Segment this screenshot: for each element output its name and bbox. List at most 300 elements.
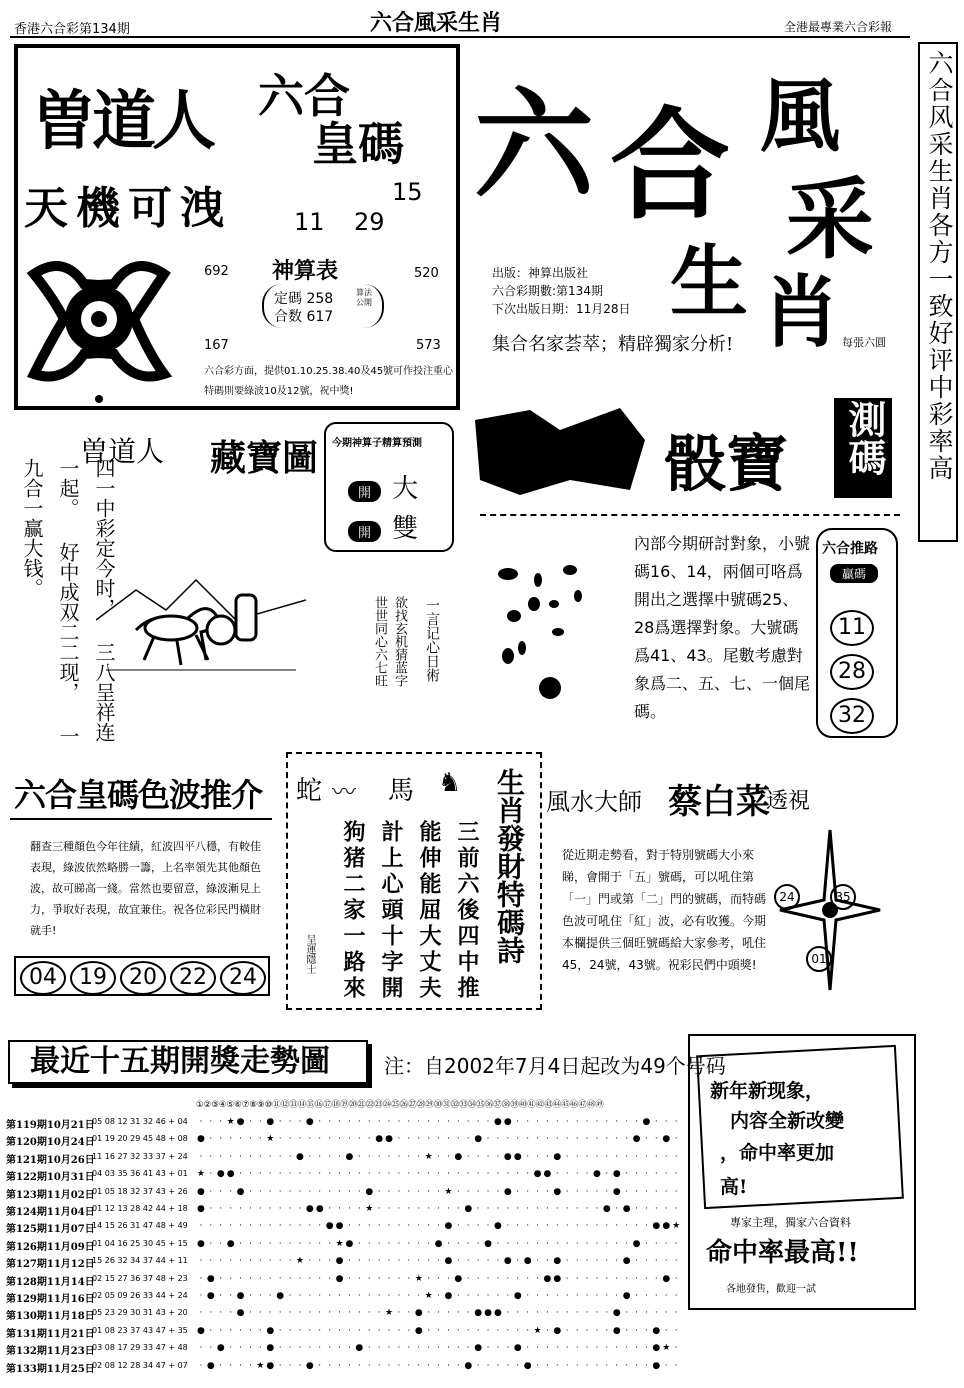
- trend-cell: ★: [266, 1134, 275, 1145]
- masthead-feng: 風: [760, 70, 840, 163]
- trend-cell: ·: [635, 1343, 638, 1354]
- trend-cell: ·: [249, 1256, 252, 1267]
- corner-573: 573: [416, 338, 441, 353]
- trend-cell: ·: [387, 1204, 391, 1214]
- trend-cell: ·: [516, 1325, 520, 1336]
- trend-cell: ●: [335, 1256, 344, 1267]
- trend-cell: ·: [546, 1256, 549, 1267]
- title-liuhe: 六合: [258, 69, 350, 123]
- trend-cell: ·: [229, 1221, 233, 1232]
- trend-cell: ·: [585, 1151, 589, 1162]
- trend-cell: ·: [536, 1343, 539, 1354]
- trend-cell: ·: [506, 1343, 510, 1354]
- trend-cell: ·: [645, 1256, 648, 1267]
- trend-cell: ·: [625, 1151, 629, 1162]
- trend-cell: ·: [575, 1343, 579, 1354]
- trend-cell: ·: [258, 1169, 262, 1180]
- trend-cell: ·: [268, 1256, 272, 1267]
- trend-cell: ·: [555, 1291, 559, 1301]
- trend-cell: ·: [367, 1256, 371, 1267]
- trend-cell: ·: [199, 1360, 203, 1371]
- trend-cell: ·: [664, 1308, 668, 1319]
- trend-cell: ·: [456, 1238, 460, 1249]
- poem-line-4: 一九合一赢大钱。: [20, 458, 80, 746]
- trend-cell: ·: [377, 1291, 381, 1301]
- trend-cell: ●: [553, 1186, 562, 1197]
- trend-cell: ·: [348, 1186, 351, 1197]
- trend-cell: ·: [575, 1169, 579, 1180]
- trend-cell: ·: [397, 1256, 401, 1267]
- trend-cell: ·: [367, 1134, 371, 1145]
- trend-cell: ★: [226, 1117, 235, 1127]
- trend-cell: ·: [645, 1169, 648, 1180]
- trend-cell: ●: [553, 1256, 562, 1267]
- trend-row-label: 第131期11月21日: [6, 1328, 95, 1340]
- trend-cell: ·: [249, 1151, 252, 1162]
- trend-cell: ·: [645, 1238, 648, 1249]
- trend-cell: ·: [625, 1238, 629, 1249]
- trend-cell: ·: [288, 1151, 292, 1162]
- trend-cell: ·: [605, 1169, 609, 1180]
- trend-cell: ●: [523, 1256, 532, 1267]
- trend-cell: ·: [546, 1186, 549, 1197]
- trend-cell: ·: [229, 1325, 233, 1336]
- trend-cell: ·: [546, 1308, 549, 1319]
- trend-cell: ·: [486, 1117, 490, 1127]
- trend-cell: ·: [268, 1169, 272, 1180]
- trend-cell: ·: [278, 1134, 282, 1145]
- title-huangma: 皇碼: [312, 117, 404, 171]
- trend-cell: ·: [654, 1134, 658, 1145]
- trend-cell: ●: [315, 1204, 324, 1214]
- masthead-price: 每張六圓: [842, 336, 886, 349]
- trend-cell: ·: [318, 1325, 322, 1336]
- trend-row: [6, 1114, 696, 1131]
- trend-cell: ·: [219, 1308, 223, 1319]
- trend-cell: ·: [625, 1325, 629, 1336]
- trend-cell: ·: [585, 1343, 589, 1354]
- sebo-title: 六合皇碼色波推介: [14, 776, 263, 814]
- trend-row-label: 第123期11月02日: [6, 1189, 95, 1201]
- trend-cell: ·: [565, 1273, 569, 1284]
- trend-cell: ·: [447, 1117, 450, 1127]
- trend-cell: ·: [536, 1273, 539, 1284]
- trend-row-nums: 01 04 16 25 30 45 + 15: [92, 1238, 188, 1248]
- tuilu-num-1: 11: [830, 610, 874, 646]
- trend-cell: ·: [664, 1204, 668, 1214]
- trend-cell: ·: [526, 1343, 530, 1354]
- trend-cell: ●: [494, 1308, 502, 1319]
- trend-cell: ·: [625, 1360, 629, 1371]
- trend-cell: ●: [602, 1204, 611, 1214]
- trend-cell: ·: [635, 1169, 638, 1180]
- sebo-num-1: 04: [20, 961, 66, 995]
- trend-note: 注：自2002年7月4日起改为49个号码: [384, 1054, 726, 1078]
- trend-cell: ·: [466, 1117, 470, 1127]
- trend-cell: ·: [377, 1256, 381, 1267]
- trend-cell: ●: [652, 1343, 661, 1354]
- trend-cell: ·: [496, 1134, 500, 1145]
- trend-row-label: 第120期10月24日: [6, 1137, 95, 1149]
- forecast-tag-1: 開: [348, 481, 381, 502]
- trend-cell: ·: [466, 1169, 470, 1180]
- trend-cell: ·: [466, 1343, 470, 1354]
- trend-cell: ·: [565, 1238, 569, 1249]
- trend-cell: ·: [288, 1204, 292, 1214]
- corner-167: 167: [204, 338, 229, 353]
- trend-cell: ·: [387, 1343, 391, 1354]
- trend-cell: ·: [506, 1221, 510, 1232]
- trend-cell: ·: [357, 1360, 361, 1371]
- ad-line-2: 内容全新改變: [730, 1110, 845, 1132]
- trend-cell: ·: [654, 1308, 658, 1319]
- trend-cell: ·: [407, 1308, 411, 1319]
- trend-cell: ·: [229, 1186, 233, 1197]
- trend-cell: ·: [308, 1151, 312, 1162]
- trend-cell: ·: [674, 1360, 678, 1371]
- trend-cell: ·: [615, 1221, 619, 1232]
- trend-cell: ●: [236, 1308, 245, 1319]
- trend-cell: ·: [565, 1256, 569, 1267]
- trend-cell: ·: [615, 1343, 619, 1354]
- trend-cell: ·: [437, 1117, 440, 1127]
- trend-cell: ·: [219, 1238, 223, 1249]
- trend-cell: ●: [355, 1343, 364, 1354]
- trend-cell: ·: [615, 1273, 619, 1284]
- trend-cell: ·: [456, 1291, 460, 1301]
- trend-cell: ●: [345, 1151, 354, 1162]
- trend-cell: ·: [645, 1151, 648, 1162]
- trend-cell: ·: [387, 1186, 391, 1197]
- trend-cell: ●: [543, 1169, 552, 1180]
- trend-cell: ●: [266, 1117, 275, 1127]
- trend-cell: ·: [209, 1325, 213, 1336]
- trend-cell: ●: [444, 1256, 453, 1267]
- trend-cell: ·: [496, 1169, 500, 1180]
- trend-cell: ●: [305, 1360, 314, 1371]
- trend-cell: ●: [593, 1169, 601, 1180]
- trend-cell: ·: [427, 1186, 431, 1197]
- trend-cell: ·: [674, 1117, 678, 1127]
- sebo-num-4: 22: [170, 961, 216, 995]
- sebo-rule: [10, 818, 272, 820]
- trend-cell: ·: [456, 1204, 460, 1214]
- trend-cell: ·: [516, 1256, 520, 1267]
- trend-cell: ·: [357, 1256, 361, 1267]
- poem-horse: 馬: [388, 776, 415, 806]
- trend-cell: ·: [258, 1256, 262, 1267]
- trend-cell: ·: [239, 1360, 242, 1371]
- trend-cell: ·: [328, 1308, 332, 1319]
- trend-cell: ·: [397, 1360, 401, 1371]
- trend-cell: ●: [226, 1238, 235, 1249]
- trend-cell: ·: [348, 1308, 351, 1319]
- trend-cell: ·: [565, 1308, 569, 1319]
- trend-cell: ●: [305, 1117, 314, 1127]
- trend-row: [6, 1149, 696, 1166]
- trend-cell: ·: [249, 1343, 252, 1354]
- trend-cell: ·: [268, 1308, 272, 1319]
- trend-cell: ·: [447, 1343, 450, 1354]
- trend-cell: ·: [565, 1325, 569, 1336]
- trend-cell: ·: [268, 1221, 272, 1232]
- trend-cell: ·: [288, 1256, 292, 1267]
- trend-row-nums: 01 08 23 37 43 47 + 35: [92, 1325, 188, 1335]
- trend-cell: ·: [338, 1343, 341, 1354]
- trend-cell: ·: [387, 1273, 391, 1284]
- trend-cell: ·: [298, 1308, 302, 1319]
- trend-cell: ·: [476, 1273, 480, 1284]
- trend-cell: ·: [674, 1186, 678, 1197]
- trend-cell: ·: [397, 1186, 401, 1197]
- trend-cell: ·: [575, 1360, 579, 1371]
- trend-cell: ·: [437, 1360, 440, 1371]
- trend-cell: ·: [407, 1360, 411, 1371]
- trend-cell: ·: [338, 1360, 341, 1371]
- trend-cell: ·: [635, 1308, 638, 1319]
- snake-icon: 〰: [332, 778, 356, 806]
- ad-line-3: ，命中率更加: [720, 1142, 835, 1164]
- trend-cell: ·: [654, 1256, 658, 1267]
- poem-snake: 蛇: [296, 776, 323, 806]
- trend-cell: ·: [635, 1256, 638, 1267]
- trend-cell: ·: [298, 1134, 302, 1145]
- trend-cell: ·: [407, 1221, 411, 1232]
- trend-cell: ·: [654, 1186, 658, 1197]
- trend-cell: ·: [526, 1134, 530, 1145]
- top-left-label: 香港六合彩第134期: [14, 22, 130, 37]
- trend-cell: ·: [486, 1291, 490, 1301]
- trend-cell: ·: [258, 1291, 262, 1301]
- trend-cell: ·: [308, 1343, 312, 1354]
- trend-cell: ·: [318, 1343, 322, 1354]
- trend-cell: ·: [496, 1151, 500, 1162]
- trend-cell: ·: [437, 1343, 440, 1354]
- trend-cell: ·: [476, 1204, 480, 1214]
- trend-row-label: 第125期11月07日: [6, 1224, 95, 1236]
- trend-cell: ·: [516, 1134, 520, 1145]
- trend-row-nums: 05 23 29 30 31 43 + 20: [92, 1308, 188, 1318]
- horse-illustration-icon: [96, 560, 306, 690]
- trend-cell: ·: [288, 1221, 292, 1232]
- trend-cell: ·: [397, 1308, 401, 1319]
- trend-cell: ●: [266, 1343, 275, 1354]
- ad-big: 命中率最高!!: [706, 1238, 859, 1268]
- subtitle-tianji: 天機可洩: [24, 183, 232, 234]
- trend-cell: ·: [258, 1134, 262, 1145]
- trend-cell: ·: [377, 1151, 381, 1162]
- trend-cell: ·: [278, 1151, 282, 1162]
- trend-cell: ·: [288, 1325, 292, 1336]
- trend-cell: ·: [298, 1169, 302, 1180]
- trend-cell: ·: [199, 1117, 203, 1127]
- trend-cell: ·: [516, 1117, 520, 1127]
- trend-cell: ·: [318, 1256, 322, 1267]
- trend-cell: ·: [654, 1169, 658, 1180]
- trend-cell: ·: [357, 1308, 361, 1319]
- trend-cell: ·: [506, 1134, 510, 1145]
- trend-cell: ·: [526, 1204, 530, 1214]
- trend-cell: ●: [335, 1273, 344, 1284]
- trend-cell: ·: [516, 1360, 520, 1371]
- sebo-text: 翻查三種顏色今年往績，紅波四平八穩，有較佳表現，綠波依然略勝一籌，上名率領先其他顏色波，故可睇高一綫。當然也要留意，綠波漸見上力，爭取好表現，故宜兼住。祝各位彩民門橫財就手!: [30, 840, 261, 937]
- poem-col-1: 三前六後四中推: [454, 820, 480, 1002]
- trend-row: [6, 1184, 696, 1201]
- trend-cell: ·: [288, 1169, 292, 1180]
- trend-cell: ·: [328, 1117, 332, 1127]
- trend-cell: ·: [278, 1204, 282, 1214]
- box1-text-2: 特碼則要綠波10及12號，祝中獎!: [204, 386, 354, 397]
- trend-cell: ·: [209, 1186, 213, 1197]
- trend-cell: ·: [298, 1238, 302, 1249]
- ding-ma: 定碼 258: [274, 291, 334, 307]
- trend-cell: ·: [219, 1151, 223, 1162]
- trend-cell: ·: [536, 1186, 539, 1197]
- trend-cell: ●: [216, 1343, 225, 1354]
- trend-cell: ·: [565, 1360, 569, 1371]
- trend-cell: ●: [652, 1325, 661, 1336]
- trend-cell: ·: [447, 1204, 450, 1214]
- trend-cell: ●: [553, 1273, 562, 1284]
- trend-cell: ·: [298, 1221, 302, 1232]
- trend-cell: ·: [397, 1291, 401, 1301]
- trend-row: [6, 1340, 696, 1357]
- tuilu-num-2: 28: [830, 654, 874, 690]
- poem-col-4: 狗猪二家一路來: [340, 820, 366, 1002]
- trend-cell: ·: [239, 1343, 242, 1354]
- trend-cell: ·: [635, 1291, 638, 1301]
- trend-cell: ·: [466, 1325, 470, 1336]
- trend-row-label: 第124期11月04日: [6, 1207, 95, 1218]
- forecast-box: [324, 422, 454, 552]
- trend-cell: ●: [662, 1134, 671, 1145]
- trend-cell: ·: [338, 1325, 341, 1336]
- trend-cell: ·: [258, 1151, 262, 1162]
- trend-cell: ·: [585, 1360, 589, 1371]
- trend-cell: ·: [516, 1204, 520, 1214]
- trend-cell: ·: [219, 1186, 223, 1197]
- trend-cell: ·: [249, 1273, 252, 1284]
- trend-cell: ·: [585, 1204, 589, 1214]
- trend-cell: ·: [605, 1256, 609, 1267]
- trend-cell: ●: [494, 1221, 502, 1232]
- trend-cell: ·: [466, 1151, 470, 1162]
- trend-cell: ●: [414, 1325, 423, 1336]
- trend-cell: ●: [335, 1221, 344, 1232]
- trend-cell: ·: [456, 1221, 460, 1232]
- trend-cell: ·: [635, 1221, 638, 1232]
- trend-cell: ·: [288, 1238, 292, 1249]
- trend-cell: ·: [595, 1291, 599, 1301]
- trend-cell: ·: [546, 1325, 549, 1336]
- trend-cell: ·: [565, 1291, 569, 1301]
- trend-cell: ●: [206, 1360, 215, 1371]
- trend-cell: ●: [365, 1186, 374, 1197]
- trend-cell: ●: [305, 1204, 314, 1214]
- trend-cell: ·: [377, 1169, 381, 1180]
- trend-cell: ●: [474, 1343, 483, 1354]
- trend-cell: ·: [199, 1273, 203, 1284]
- trend-cell: ·: [585, 1256, 589, 1267]
- trend-cell: ·: [496, 1325, 500, 1336]
- trend-cell: ·: [585, 1117, 589, 1127]
- trend-row-nums: 03 08 17 29 33 47 + 48: [92, 1343, 188, 1353]
- trend-cell: ·: [595, 1238, 599, 1249]
- trend-cell: ·: [605, 1134, 609, 1145]
- trend-cell: ·: [437, 1221, 440, 1232]
- trend-cell: ·: [377, 1308, 381, 1319]
- right-column-box: [918, 42, 958, 542]
- trend-cell: ·: [268, 1151, 272, 1162]
- trend-cell: ·: [664, 1325, 668, 1336]
- trend-cell: ·: [486, 1343, 490, 1354]
- trend-cell: ·: [605, 1308, 609, 1319]
- trend-cell: ●: [197, 1325, 205, 1336]
- trend-row-label: 第128期11月14日: [6, 1276, 95, 1288]
- trend-cell: ·: [555, 1204, 559, 1214]
- trend-cell: ·: [268, 1204, 272, 1214]
- trend-cell: ·: [546, 1134, 549, 1145]
- trend-row: [6, 1358, 696, 1375]
- trend-cell: ●: [503, 1186, 512, 1197]
- trend-cell: ·: [249, 1186, 252, 1197]
- saibao-black-blob-icon: [470, 400, 650, 500]
- trend-cell: ·: [585, 1134, 589, 1145]
- trend-cell: ·: [595, 1273, 599, 1284]
- corner-692: 692: [204, 264, 229, 279]
- trend-cell: ●: [414, 1308, 423, 1319]
- forecast-tag-2: 開: [348, 521, 381, 542]
- trend-cell: ·: [249, 1308, 252, 1319]
- trend-cell: ★: [414, 1273, 423, 1284]
- trend-cell: ●: [266, 1325, 275, 1336]
- trend-cell: ·: [437, 1186, 440, 1197]
- trend-cell: ·: [674, 1134, 678, 1145]
- trend-cell: ·: [466, 1308, 470, 1319]
- trend-cell: ·: [318, 1221, 322, 1232]
- ad-line-4: 高!: [720, 1176, 748, 1198]
- trend-cell: ●: [197, 1134, 205, 1145]
- trend-cell: ·: [298, 1291, 302, 1301]
- fengshui-title-c: 透視: [766, 789, 811, 814]
- trend-cell: ·: [407, 1169, 411, 1180]
- trend-cell: ·: [427, 1221, 431, 1232]
- trend-cell: ·: [555, 1221, 559, 1232]
- trend-cell: ·: [278, 1360, 282, 1371]
- trend-cell: ·: [427, 1134, 431, 1145]
- trend-cell: ·: [367, 1117, 371, 1127]
- trend-cell: ●: [464, 1204, 473, 1214]
- tuilu-num-3: 32: [830, 698, 874, 734]
- trend-cell: ·: [476, 1325, 480, 1336]
- trend-cell: ·: [476, 1360, 480, 1371]
- trend-row-nums: 02 05 09 26 33 44 + 24: [92, 1291, 188, 1300]
- trend-cell: ·: [625, 1308, 629, 1319]
- trend-cell: ·: [546, 1204, 549, 1214]
- trend-cell: ·: [427, 1308, 431, 1319]
- trend-cell: ·: [407, 1151, 411, 1162]
- trend-cell: ·: [526, 1308, 530, 1319]
- trend-cell: ●: [375, 1134, 384, 1145]
- trend-cell: ·: [318, 1291, 322, 1301]
- trend-cell: ·: [496, 1273, 500, 1284]
- trend-cell: ·: [466, 1238, 470, 1249]
- trend-cell: ·: [209, 1204, 213, 1214]
- trend-cell: ★: [295, 1256, 304, 1267]
- dice-dots-icon: [494, 556, 604, 706]
- trend-cell: ·: [268, 1186, 272, 1197]
- trend-cell: ·: [625, 1186, 629, 1197]
